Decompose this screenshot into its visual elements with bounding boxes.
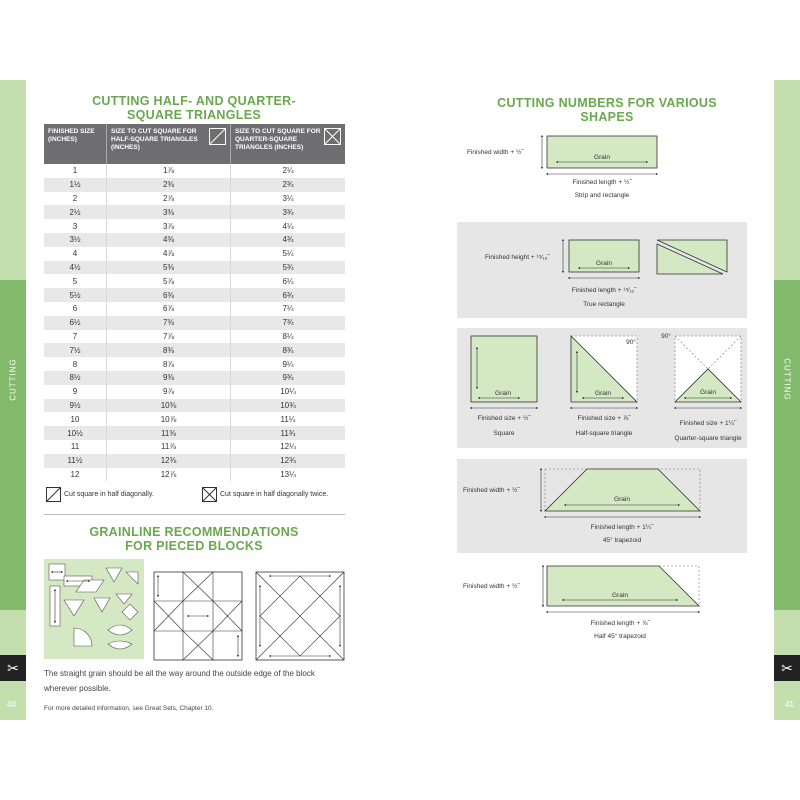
cell-half-square: 11⅜ <box>107 426 231 440</box>
cell-half-square: 12⅜ <box>107 454 231 468</box>
table-row <box>44 205 345 219</box>
cell-finished-size: 11½ <box>44 454 107 468</box>
grainline-note: For more detailed information, see Great Sets, Chapter 10. <box>44 705 214 712</box>
cell-quarter-square: 4¼ <box>282 221 294 231</box>
strip-length-label: Finished length + ½˝ <box>572 179 632 186</box>
legend-half: Cut square in half diagonally. <box>46 487 154 502</box>
cell-half-square: 9⅜ <box>107 371 231 385</box>
cell-quarter-square: 6¾ <box>231 288 346 302</box>
shapes-heading: CUTTING NUMBERS FOR VARIOUS SHAPES <box>497 96 717 124</box>
cell-finished-size: 2 <box>44 192 107 206</box>
quarter-square-icon <box>324 128 341 145</box>
cell-quarter-square: 11¼ <box>280 414 296 424</box>
grain-label: Grain <box>612 592 628 599</box>
table-row <box>44 274 345 288</box>
grainline-block-2 <box>154 572 242 660</box>
table-row <box>44 357 345 371</box>
grain-label: Grain <box>596 260 612 267</box>
cell-half-square: 6⅞ <box>107 302 231 316</box>
sidebar-label-right: CUTTING <box>782 358 792 401</box>
cell-finished-size: 8 <box>44 357 107 371</box>
cell-finished-size: 9½ <box>44 399 107 413</box>
strip-caption: Strip and rectangle <box>574 192 630 199</box>
cell-quarter-square: 10¼ <box>280 387 296 397</box>
cell-quarter-square: 12¾ <box>231 454 346 468</box>
half-trapezoid-width-label: Finished width + ½˝ <box>463 583 520 590</box>
trapezoid-width-label: Finished width + ½˝ <box>463 487 520 494</box>
half-trapezoid-diagram <box>457 560 747 644</box>
half-trapezoid-caption: Half 45° trapezoid <box>594 633 646 640</box>
cell-half-square: 8⅜ <box>107 343 231 357</box>
table-row <box>44 178 345 192</box>
cell-finished-size: 5 <box>44 274 107 288</box>
trapezoid-length-label: Finished length + 1¼˝ <box>590 524 654 531</box>
cell-quarter-square: 10¾ <box>231 399 346 413</box>
cell-quarter-square: 3¾ <box>231 205 346 219</box>
table-row <box>44 261 345 275</box>
page-number-right: 41 <box>785 700 794 709</box>
table-row <box>44 330 345 344</box>
header-finished-size: FINISHED SIZE (INCHES) <box>44 124 107 164</box>
cell-half-square: 2⅜ <box>107 178 231 192</box>
strip-width-label: Finished width + ½˝ <box>467 149 524 156</box>
cell-half-square: 2⅞ <box>107 192 231 206</box>
cell-quarter-square: 2¼ <box>282 166 294 176</box>
cell-quarter-square: 13¼ <box>280 469 296 479</box>
cell-quarter-square: 7¼ <box>282 304 294 314</box>
half-square-caption: Half-square triangle <box>575 430 633 437</box>
left-sidebar <box>0 80 26 720</box>
half-trapezoid-length-label: Finished length + ⅞˝ <box>590 620 650 627</box>
legend-quarter: Cut square in half diagonally twice. <box>202 487 328 502</box>
cell-quarter-square: 8¼ <box>282 331 294 341</box>
cell-quarter-square: 9¾ <box>231 371 346 385</box>
quarter-square-size-label: Finished size + 1¼˝ <box>679 420 737 427</box>
table-row <box>44 233 345 247</box>
table-row <box>44 164 345 178</box>
table-row <box>44 192 345 206</box>
cell-finished-size: 6 <box>44 302 107 316</box>
cell-quarter-square: 6¼ <box>282 276 294 286</box>
cell-finished-size: 7 <box>44 330 107 344</box>
grainline-heading: GRAINLINE RECOMMENDATIONS FOR PIECED BLOCKS <box>89 525 299 553</box>
cell-half-square: 1⅞ <box>107 164 231 178</box>
grain-label: Grain <box>594 154 610 161</box>
cell-half-square: 8⅞ <box>107 357 231 371</box>
header-quarter-square: SIZE TO CUT SQUARE FOR QUARTER-SQUARE TRIANGLES (INCHES) <box>231 124 346 164</box>
scissors-icon: ✂ <box>774 655 800 681</box>
cell-quarter-square: 7¾ <box>231 316 346 330</box>
cell-finished-size: 1 <box>44 164 107 178</box>
cell-quarter-square: 12¼ <box>280 442 296 452</box>
cell-finished-size: 9 <box>44 385 107 399</box>
table-row <box>44 247 345 261</box>
square-caption: Square <box>493 430 515 437</box>
cell-half-square: 3⅞ <box>107 219 231 233</box>
cell-half-square: 5⅜ <box>107 261 231 275</box>
trapezoid-caption: 45° trapezoid <box>602 537 642 544</box>
right-sidebar-band <box>774 280 800 676</box>
cell-quarter-square: 2¾ <box>231 178 346 192</box>
left-sidebar-band <box>0 280 26 676</box>
table-row <box>44 399 345 413</box>
squares-panel <box>457 328 747 448</box>
cell-finished-size: 7½ <box>44 343 107 357</box>
sidebar-label-left: CUTTING <box>8 358 18 401</box>
cell-half-square: 12⅞ <box>107 468 231 482</box>
true-rect-height-label: Finished height + ¹⁵⁄₁₆˝ <box>485 254 550 261</box>
cell-finished-size: 1½ <box>44 178 107 192</box>
cell-finished-size: 5½ <box>44 288 107 302</box>
cell-half-square: 4⅜ <box>107 233 231 247</box>
cell-finished-size: 10 <box>44 412 107 426</box>
cell-finished-size: 8½ <box>44 371 107 385</box>
true-rect-length-label: Finished length + ¹⁵⁄₁₆˝ <box>571 287 637 294</box>
table-row <box>44 316 345 330</box>
true-rectangle-panel <box>457 222 747 318</box>
cutting-table-heading: CUTTING HALF- AND QUARTER-SQUARE TRIANGLES <box>92 94 296 122</box>
cell-finished-size: 12 <box>44 468 107 482</box>
cell-half-square: 4⅞ <box>107 247 231 261</box>
cell-half-square: 10⅜ <box>107 399 231 413</box>
grain-label: Grain <box>495 390 511 397</box>
cell-half-square: 11⅞ <box>107 440 231 454</box>
cell-finished-size: 4 <box>44 247 107 261</box>
quarter-square-legend-icon <box>202 487 217 502</box>
cell-half-square: 6⅜ <box>107 288 231 302</box>
table-row <box>44 288 345 302</box>
square-size-label: Finished size + ½˝ <box>477 415 531 422</box>
quarter-square-angle: 90° <box>661 333 671 340</box>
table-row <box>44 219 345 233</box>
scissors-icon: ✂ <box>0 655 26 681</box>
divider <box>44 514 345 515</box>
half-square-size-label: Finished size + ⅞˝ <box>577 415 631 422</box>
cell-quarter-square: 5¾ <box>231 261 346 275</box>
table-row <box>44 385 345 399</box>
grainline-blocks <box>44 558 346 662</box>
cell-quarter-square: 9¼ <box>282 359 294 369</box>
page-number-left: 40 <box>7 700 16 709</box>
table-row <box>44 454 345 468</box>
grainline-block-3 <box>256 572 344 660</box>
cell-quarter-square: 11¾ <box>231 426 346 440</box>
table-row <box>44 412 345 426</box>
right-sidebar <box>774 80 800 720</box>
grainline-block-1 <box>44 559 144 659</box>
half-square-angle: 90° <box>626 339 636 346</box>
grain-label: Grain <box>595 390 611 397</box>
grain-label: Grain <box>614 496 630 503</box>
strip-diagram <box>457 130 747 204</box>
grainline-paragraph: The straight grain should be all the way around the outside edge of the block wherever possible. <box>44 669 315 693</box>
table-row <box>44 371 345 385</box>
cell-finished-size: 4½ <box>44 261 107 275</box>
cell-finished-size: 6½ <box>44 316 107 330</box>
half-square-icon <box>209 128 226 145</box>
cell-half-square: 7⅜ <box>107 316 231 330</box>
cell-finished-size: 11 <box>44 440 107 454</box>
header-half-square: SIZE TO CUT SQUARE FOR HALF-SQUARE TRIANGLES (INCHES) <box>107 124 231 164</box>
quarter-square-caption: Quarter-square triangle <box>674 435 742 442</box>
cell-finished-size: 3 <box>44 219 107 233</box>
cell-half-square: 10⅞ <box>107 412 231 426</box>
cell-finished-size: 2½ <box>44 205 107 219</box>
cell-finished-size: 3½ <box>44 233 107 247</box>
table-row <box>44 302 345 316</box>
cell-finished-size: 10½ <box>44 426 107 440</box>
cell-quarter-square: 3¼ <box>282 193 294 203</box>
cell-quarter-square: 8¾ <box>231 343 346 357</box>
true-rect-caption: True rectangle <box>583 301 625 308</box>
grain-label: Grain <box>700 389 716 396</box>
trapezoid-panel <box>457 459 747 553</box>
cell-half-square: 9⅞ <box>107 385 231 399</box>
cell-half-square: 7⅞ <box>107 330 231 344</box>
table-row <box>44 440 345 454</box>
cell-quarter-square: 4¾ <box>231 233 346 247</box>
table-row <box>44 468 345 482</box>
half-square-legend-icon <box>46 487 61 502</box>
cutting-table <box>44 124 345 481</box>
cell-half-square: 3⅜ <box>107 205 231 219</box>
table-row <box>44 343 345 357</box>
cell-half-square: 5⅞ <box>107 274 231 288</box>
table-row <box>44 426 345 440</box>
cell-quarter-square: 5¼ <box>282 249 294 259</box>
